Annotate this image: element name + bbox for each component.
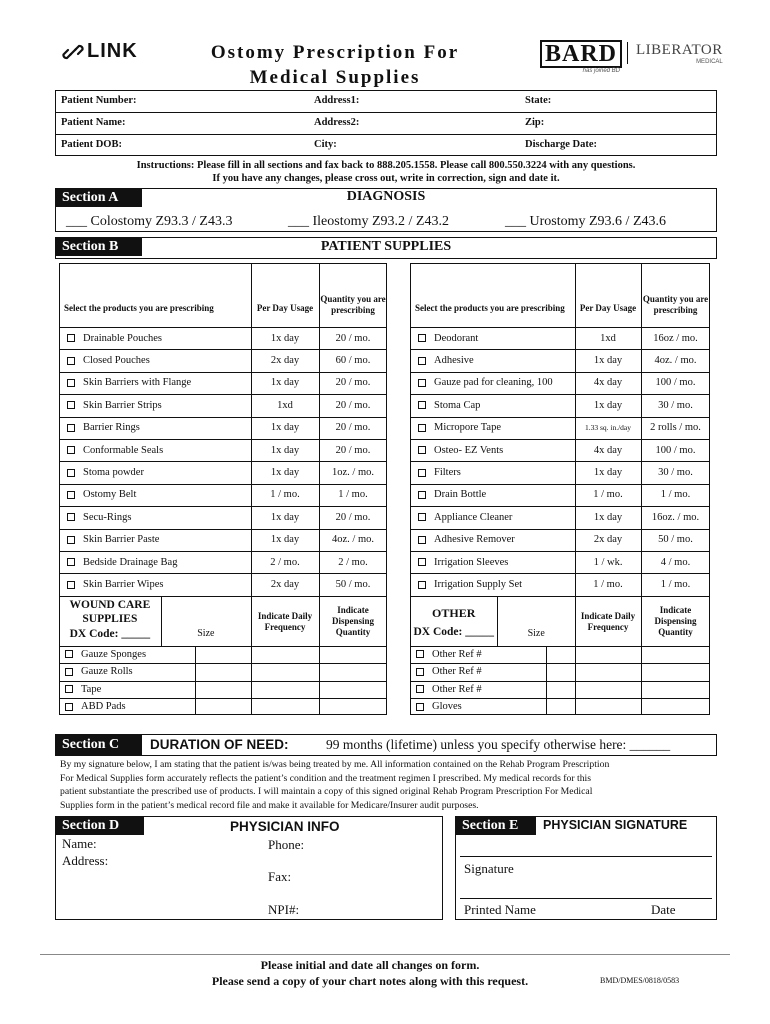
supply-item[interactable] [67, 439, 163, 461]
supply-item-label: Secu-Rings [83, 511, 132, 523]
wound-item-label: Other Ref # [432, 683, 482, 695]
quantity-value: 30 / mo. [658, 467, 693, 479]
quantity-value: 50 / mo. [658, 534, 693, 546]
per-day-usage: 1.33 sq. in./day [584, 423, 632, 433]
supply-item-label: Deodorant [434, 332, 479, 344]
wound-item[interactable] [416, 663, 482, 680]
per-day-usage: 1x day [593, 467, 623, 479]
divider [55, 134, 717, 135]
quantity-value: 30 / mo. [658, 399, 693, 411]
duration-text: 99 months (lifetime) unless you specify otherwise here: ______ [326, 737, 671, 752]
wound-item-label: Other Ref # [432, 666, 482, 678]
physician-npi-label: NPI#: [268, 902, 300, 917]
wound-item-label: Other Ref # [432, 648, 482, 660]
col-header-per-day: Per Day Usage [579, 302, 637, 313]
quantity-value: 60 / mo. [335, 355, 371, 367]
chain-link-icon [62, 41, 84, 63]
wound-item[interactable] [416, 646, 482, 663]
supply-item[interactable] [418, 461, 461, 483]
quantity-value: 16oz / mo. [653, 332, 698, 344]
checkbox[interactable] [418, 357, 426, 365]
footer-notice [100, 957, 640, 989]
quantity-value: 4oz. / mo. [654, 355, 697, 367]
quantity-value: 4oz. / mo. [332, 534, 374, 546]
signature-label: Signature [464, 861, 514, 876]
per-day-usage: 2x day [270, 355, 300, 367]
divider [195, 698, 196, 715]
section-d-tag: Section D [56, 817, 144, 835]
quantity-value: 2 rolls / mo. [650, 422, 701, 434]
checkbox[interactable] [67, 334, 75, 342]
checkbox[interactable] [416, 650, 424, 658]
checkbox[interactable] [67, 536, 75, 544]
checkbox[interactable] [65, 703, 73, 711]
wound-item[interactable] [65, 663, 133, 680]
title-line-2: Medical Supplies [249, 67, 421, 88]
supply-item-label: Ostomy Belt [83, 489, 137, 501]
per-day-usage: 1x day [270, 377, 300, 389]
checkbox[interactable] [67, 558, 75, 566]
divider [546, 681, 547, 698]
checkbox[interactable] [65, 668, 73, 676]
patient-field-label: State: [525, 95, 552, 106]
divider [195, 646, 196, 663]
supply-item-label: Irrigation Sleeves [434, 556, 509, 568]
date-label: Date [651, 902, 676, 917]
wound-item-label: Gauze Sponges [81, 648, 147, 660]
size-header: Size [197, 628, 215, 640]
patient-field-label: Patient DOB: [61, 139, 122, 150]
patient-field-label: City: [314, 139, 337, 150]
physician-statement [60, 758, 712, 812]
section-a-tag: Section A [56, 189, 142, 207]
physician-address-label: Address: [62, 853, 109, 868]
per-day-usage: 1x day [270, 534, 300, 546]
col-header-select: Select the products you are prescribing [415, 302, 565, 313]
bard-logo-subtext: has joined BD [582, 68, 620, 74]
quantity-value: 1oz. / mo. [332, 467, 374, 479]
wound-item-label: Tape [81, 683, 102, 695]
checkbox[interactable] [65, 685, 73, 693]
diagnosis-urostomy[interactable]: ___ Urostomy Z93.6 / Z43.6 [505, 214, 666, 229]
form-code: BMD/DMES/0818/0583 [600, 976, 680, 985]
supply-item[interactable] [67, 461, 144, 483]
col-header-select: Select the products you are prescribing [64, 302, 214, 313]
divider [195, 681, 196, 698]
checkbox[interactable] [416, 685, 424, 693]
quantity-header: Indicate Dispensing Quantity [654, 605, 697, 638]
per-day-usage: 1 / mo. [270, 489, 300, 501]
quantity-value: 20 / mo. [335, 377, 371, 389]
per-day-usage: 4x day [593, 377, 623, 389]
checkbox[interactable] [418, 536, 426, 544]
quantity-header: Indicate Dispensing Quantity [331, 605, 375, 638]
quantity-value: 1 / mo. [660, 579, 691, 591]
link-logo-text: LINK [87, 40, 138, 62]
per-day-usage: 1x day [270, 422, 300, 434]
quantity-value: 100 / mo. [655, 377, 696, 389]
patient-field-label: Discharge Date: [525, 139, 598, 150]
wound-care-title: SUPPLIES [82, 612, 138, 625]
divider [55, 112, 717, 113]
quantity-value: 20 / mo. [335, 399, 371, 411]
divider [546, 663, 547, 680]
quantity-value: 100 / mo. [655, 444, 696, 456]
link-logo [62, 40, 138, 63]
wound-item[interactable] [416, 681, 482, 698]
per-day-usage: 1x day [270, 444, 300, 456]
patient-field-label: Address2: [314, 117, 360, 128]
liberator-logo-text: LIBERATOR [636, 42, 723, 58]
col-header-quantity: Quantity you are prescribing [320, 294, 386, 315]
wound-item[interactable] [416, 698, 462, 715]
supply-item-label: Barrier Rings [83, 422, 140, 434]
physician-fax-label: Fax: [268, 869, 292, 884]
supply-item-label: Stoma powder [83, 467, 144, 479]
supply-item-label: Conformable Seals [83, 444, 164, 456]
quantity-value: 1 / mo. [660, 489, 691, 501]
checkbox[interactable] [418, 581, 426, 589]
per-day-usage: 1x day [270, 332, 300, 344]
instructions-line-1: Instructions: Please fill in all sections and fax back to 888.205.1558. Please call 800.550.3224 with any questions. [136, 160, 636, 171]
checkbox[interactable] [67, 491, 75, 499]
statement-line: For Medical Supplies form accurately reflects the patient’s condition and the treatment regimen I prescribed. My medical records for this [60, 772, 592, 784]
size-header: Size [527, 628, 545, 640]
footer-rule [40, 954, 730, 955]
row-divider [59, 681, 387, 682]
quantity-value: 1 / mo. [338, 489, 368, 501]
checkbox[interactable] [418, 491, 426, 499]
checkbox[interactable] [67, 379, 75, 387]
row-divider [59, 596, 387, 597]
checkbox[interactable] [418, 379, 426, 387]
instructions-line-2: If you have any changes, please cross out, write in correction, sign and date it. [212, 173, 560, 184]
supply-item[interactable] [67, 417, 140, 439]
section-a-title: DIAGNOSIS [346, 189, 426, 204]
quantity-value: 50 / mo. [335, 579, 371, 591]
supply-item[interactable] [67, 327, 162, 349]
supply-item[interactable] [418, 551, 508, 573]
supply-item-label: Irrigation Supply Set [434, 579, 523, 591]
statement-line: patient substantiate the prescribed use of products. I will maintain a copy of this signed original Rehab Program Prescription For Medical [60, 786, 593, 797]
supply-item[interactable] [67, 372, 191, 394]
supply-item-label: Filters [434, 467, 461, 479]
quantity-value: 20 / mo. [335, 511, 371, 523]
title-line-1: Ostomy Prescription For [210, 42, 460, 63]
patient-field-label: Patient Name: [61, 117, 126, 128]
patient-field-label: Zip: [525, 117, 545, 128]
supply-item[interactable] [67, 573, 163, 595]
wound-item[interactable] [65, 646, 146, 663]
quantity-value: 20 / mo. [335, 444, 371, 456]
bard-logo [540, 40, 620, 74]
physician-phone-label: Phone: [268, 837, 305, 852]
quantity-value: 20 / mo. [335, 422, 371, 434]
liberator-logo [636, 42, 723, 65]
checkbox[interactable] [418, 334, 426, 342]
checkbox[interactable] [67, 401, 75, 409]
per-day-usage: 1 / wk. [593, 556, 623, 568]
checkbox[interactable] [67, 446, 75, 454]
supply-item[interactable] [67, 551, 177, 573]
dx-code-field[interactable]: DX Code: _____ [69, 627, 151, 640]
per-day-usage: 2x day [593, 534, 623, 546]
supply-item-label: Adhesive [434, 355, 474, 367]
section-e-tag: Section E [456, 817, 536, 835]
signature-line[interactable] [460, 856, 712, 857]
printed-name-label: Printed Name [464, 902, 536, 917]
supply-item-label: Drain Bottle [434, 489, 487, 501]
wound-item[interactable] [65, 681, 101, 698]
diagnosis-ileostomy[interactable]: ___ Ileostomy Z93.2 / Z43.2 [288, 214, 449, 229]
checkbox[interactable] [418, 446, 426, 454]
checkbox[interactable] [67, 581, 75, 589]
col-header-per-day: Per Day Usage [256, 302, 314, 313]
supply-item-label: Appliance Cleaner [434, 511, 513, 523]
quantity-value: 20 / mo. [335, 332, 371, 344]
checkbox[interactable] [67, 424, 75, 432]
supply-item-label: Osteo- EZ Vents [434, 444, 504, 456]
per-day-usage: 1 / mo. [593, 579, 623, 591]
checkbox[interactable] [418, 558, 426, 566]
supply-item[interactable] [418, 573, 522, 595]
section-e-title: PHYSICIAN SIGNATURE [543, 818, 688, 832]
supply-item-label: Closed Pouches [83, 355, 150, 367]
logo-divider [627, 42, 628, 64]
supply-item[interactable] [67, 529, 159, 551]
quantity-value: 4 / mo. [660, 556, 691, 568]
supply-item[interactable] [67, 394, 162, 416]
supply-item-label: Bedside Drainage Bag [83, 556, 178, 568]
checkbox[interactable] [67, 513, 75, 521]
checkbox[interactable] [67, 469, 75, 477]
frequency-header: Indicate Daily Frequency [580, 610, 636, 632]
col-header-quantity: Quantity you are prescribing [642, 294, 709, 315]
footer-line-2: Please send a copy of your chart notes along with this request. [211, 974, 529, 988]
checkbox[interactable] [416, 703, 424, 711]
per-day-usage: 1xd [600, 332, 616, 344]
footer-line-1: Please initial and date all changes on form. [260, 958, 480, 972]
checkbox[interactable] [418, 424, 426, 432]
supply-item[interactable] [418, 484, 486, 506]
checkbox[interactable] [65, 650, 73, 658]
wound-item-label: ABD Pads [81, 701, 126, 713]
per-day-usage: 1 / mo. [593, 489, 623, 501]
supply-item[interactable] [418, 394, 480, 416]
wound-item[interactable] [65, 698, 126, 715]
bard-logo-text: BARD [540, 40, 622, 68]
section-c-tag: Section C [56, 735, 142, 755]
frequency-header: Indicate Daily Frequency [257, 610, 313, 632]
patient-info-table [55, 90, 717, 156]
supply-item[interactable] [67, 484, 136, 506]
supply-item-label: Adhesive Remover [434, 534, 515, 546]
section-c-title: DURATION OF NEED: [150, 737, 289, 752]
supply-item[interactable] [67, 506, 131, 528]
supply-item[interactable] [418, 417, 501, 439]
supply-item[interactable] [418, 439, 503, 461]
supply-item[interactable] [418, 529, 515, 551]
instructions [55, 159, 717, 185]
per-day-usage: 1x day [593, 355, 623, 367]
supply-item-label: Stoma Cap [434, 399, 481, 411]
quantity-value: 2 / mo. [338, 556, 368, 568]
printed-name-line[interactable] [460, 898, 712, 899]
per-day-usage: 1x day [270, 467, 300, 479]
supply-item[interactable] [418, 349, 474, 371]
physician-name-label: Name: [62, 836, 97, 851]
supply-item-label: Skin Barrier Strips [83, 399, 162, 411]
per-day-usage: 1x day [593, 399, 623, 411]
divider [546, 646, 547, 663]
checkbox[interactable] [418, 401, 426, 409]
wound-care-title: WOUND CARE [69, 598, 151, 611]
other-title: OTHER [432, 606, 476, 621]
supply-item-label: Micropore Tape [434, 422, 502, 434]
section-b-title: PATIENT SUPPLIES [320, 239, 452, 254]
divider [546, 698, 547, 715]
wound-item-label: Gauze Rolls [81, 666, 133, 678]
per-day-usage: 2 / mo. [270, 556, 300, 568]
supply-item-label: Skin Barriers with Flange [83, 377, 192, 389]
per-day-usage: 2x day [270, 579, 300, 591]
supply-item[interactable] [67, 349, 150, 371]
supply-item-label: Gauze pad for cleaning, 100 [434, 377, 553, 389]
section-d-title: PHYSICIAN INFO [230, 819, 340, 834]
per-day-usage: 1x day [270, 511, 300, 523]
row-divider [410, 596, 710, 597]
per-day-usage: 1x day [593, 511, 623, 523]
divider [195, 663, 196, 680]
supply-item[interactable] [418, 372, 553, 394]
patient-field-label: Address1: [314, 95, 360, 106]
dx-code-field[interactable]: DX Code: _____ [413, 625, 494, 638]
patient-field-label: Patient Number: [61, 95, 137, 106]
per-day-usage: 1xd [277, 399, 293, 411]
statement-line: By my signature below, I am stating that the patient is/was being treated by me. All information contained on the Rehab Program Prescription [60, 759, 610, 770]
checkbox[interactable] [416, 668, 424, 676]
diagnosis-colostomy[interactable]: ___ Colostomy Z93.3 / Z43.3 [66, 214, 233, 229]
supply-item[interactable] [418, 506, 512, 528]
section-b-tag: Section B [56, 238, 142, 256]
supply-item-label: Drainable Pouches [83, 332, 163, 344]
supply-item-label: Skin Barrier Wipes [83, 579, 164, 591]
supply-item-label: Skin Barrier Paste [83, 534, 160, 546]
checkbox[interactable] [418, 513, 426, 521]
page-title [180, 40, 490, 90]
liberator-logo-subtext: MEDICAL [696, 59, 723, 65]
statement-line: Supplies form in the patient’s medical record file and make it available for Medicare/Insurer audit purposes. [60, 799, 479, 811]
quantity-value: 16oz. / mo. [651, 511, 700, 523]
supply-item[interactable] [418, 327, 478, 349]
checkbox[interactable] [418, 469, 426, 477]
checkbox[interactable] [67, 357, 75, 365]
per-day-usage: 4x day [593, 444, 623, 456]
wound-item-label: Gloves [432, 701, 462, 713]
